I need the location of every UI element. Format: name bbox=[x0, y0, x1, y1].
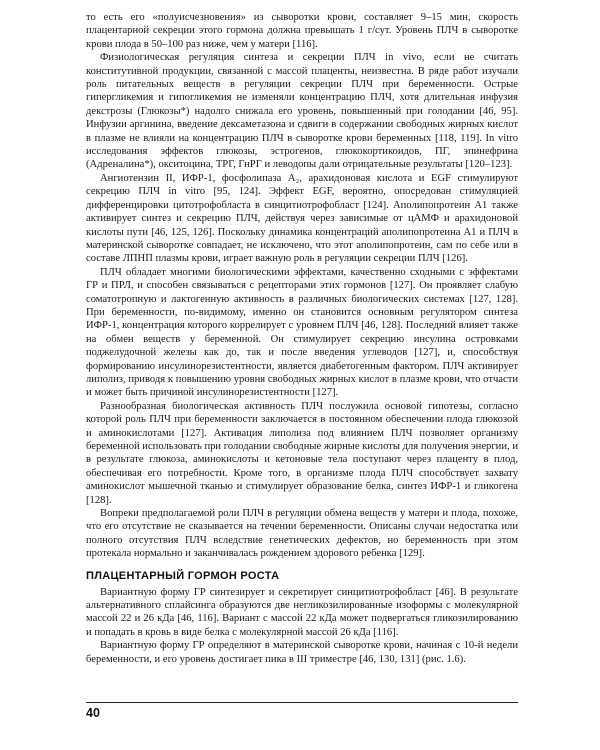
section-heading: ПЛАЦЕНТАРНЫЙ ГОРМОН РОСТА bbox=[86, 569, 280, 582]
footer-rule bbox=[86, 702, 518, 703]
section-paragraph: Вариантную форму ГР синтезирует и секретирует синцитиотрофобласт [46]. В результате альтернативного сплайсинга образуются две негликозилированные изоформы с молекулярной массой 22 и 26 кДа [46, 116]. Вариант с массой 22 кДа может подвергаться гликозилированию и попадать в кровь в виде белка с молекулярной массой 26 кДа [116]. bbox=[86, 586, 518, 638]
body-paragraph-continued: то есть его «полуисчезновения» из сыворотки крови, составляет 9–15 мин, скорость плацентарной секреции этого гормона должна превышать 1 г/сут. Уровень ПЛЧ в сыворотке крови плода в 50–100 раз ниже, чем у матери [116]. bbox=[86, 12, 518, 50]
body-paragraph: Вопреки предполагаемой роли ПЛЧ в регуляции обмена веществ у матери и плода, похоже, что его отсутствие не сказывается на течении беременности. Описаны случаи недостатка или полного отсутствия ПЛЧ вследствие генетических дефектов, но беременность при этом протекала нормально и заканчивалась рождением здорового ребенка [129]. bbox=[86, 508, 518, 560]
section-paragraph: Вариантную форму ГР определяют в материнской сыворотке крови, начиная с 10-й недели беременности, и его уровень достигает пика в III триместре [46, 130, 131] (рис. 1.6). bbox=[86, 640, 518, 665]
body-paragraph: Физиологическая регуляция синтеза и секреции ПЛЧ in vivo, если не считать конститутивной продукции, связанной с массой плаценты, неизвестна. В ряде работ изучали роль питательных веществ в регуляции секреции ПЛЧ при беременности. Острые гипергликемия и гипогликемия не изменяли концентрацию ПЛЧ, хотя длительная инфузия декстрозы (Глюкозы*) надолго снижала его уровень, повышенный при голодании [46, 95]. Инфузии аргинина, введение дексаметазона и сдвиги в содержании свободных жирных кислот в плазме не влияли на концентрацию ПЛЧ в сыворотке крови беременных [118, 119]. In vitro исследования эффектов глюкозы, эстрогенов, глюкокортикоидов, ПГ, эпинефрина (Адреналина*), окситоцина, ТРГ, ГнРГ и леводопы дали отрицательные результаты [120–123]. bbox=[86, 52, 518, 171]
body-paragraph: Ангиотензин II, ИФР-1, фосфолипаза A₂, арахидоновая кислота и EGF стимулируют секрецию ПЛЧ in vitro [95, 124]. Эффект EGF, вероятно, опосредован стимуляцией дифференцировки цитотрофобласта в синцитиотрофобласт [124]. Аполипопротеин A1 также активирует синтез и секрецию ПЛЧ, действуя через зависимые от цАМФ и арахидоновой кислоты пути [46, 125, 126]. Поскольку динамика концентраций аполипопротеина A1 и ПЛЧ в материнской сыворотке совпадает, не исключено, что этот аполипопротеин, сам по себе или в составе ЛПНП плазмы крови, играет важную роль в регуляции секреции ПЛЧ [126]. bbox=[86, 172, 518, 265]
body-paragraph: Разнообразная биологическая активность ПЛЧ послужила основой гипотезы, согласно которой роль ПЛЧ при беременности заключается в постоянном обеспечении плода глюкозой и аминокислотами [127]. Активация липолиза под влиянием ПЛЧ позволяет организму беременной использовать при голодании свободные жирные кислоты для получения энергии, и в результате глюкоза, аминокислоты и кетоновые тела поступают через плаценту в плод, обеспечивая его потребности. Кроме того, в организме плода ПЛЧ способствует захвату аминокислот мышечной тканью и стимулирует образование белка, синтез ИФР-1 и гликогена [128]. bbox=[86, 400, 518, 506]
page-number: 40 bbox=[86, 706, 100, 720]
page-content bbox=[86, 11, 518, 666]
body-paragraph: ПЛЧ обладает многими биологическими эффектами, качественно сходными с эффектами ГР и ПРЛ, и способен связываться с рецепторами этих гормонов [127]. Он проявляет слабую соматотропную и лактогенную активность в различных биологических системах [127, 128]. При беременности, по-видимому, именно он становится основным регулятором синтеза ИФР-1, концентрация которого коррелирует с уровнем ПЛЧ [46, 128]. Последний влияет также на обмен веществ у беременной. Он стимулирует секрецию инсулина островками поджелудочной железы как до, так и после введения углеводов [127], и, способствуя формированию инсулинорезистентности, является диабетогенным фактором. ПЛЧ активирует липолиз, приводя к повышению уровня свободных жирных кислот в плазме крови, что отчасти и может быть причиной инсулинорезистентности [127]. bbox=[86, 266, 518, 399]
